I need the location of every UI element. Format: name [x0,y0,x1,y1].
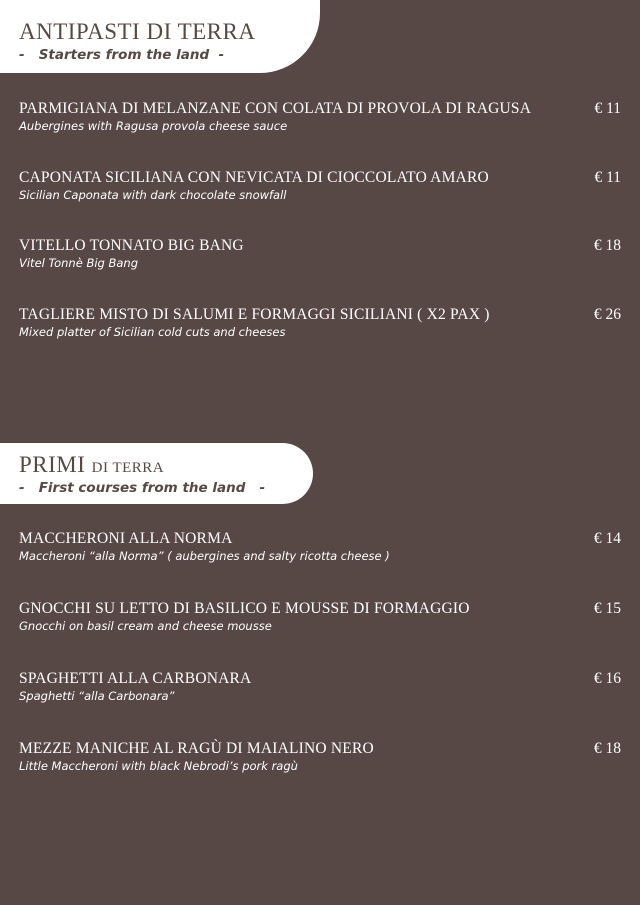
menu-item [19,670,621,704]
item-description: Aubergines with Ragusa provola cheese sauce [19,119,288,133]
item-description: Spaghetti “alla Carbonara” [19,689,175,703]
section-subtitle: - Starters from the land - [19,47,225,63]
item-description: Gnocchi on basil cream and cheese mousse [19,619,272,633]
item-name: CAPONATA SICILIANA CON NEVICATA DI CIOCCOLATO AMARO [19,169,489,186]
section-title: ANTIPASTI DI TERRA [19,19,256,44]
item-name: SPAGHETTI ALLA CARBONARA [19,670,252,687]
item-name: VITELLO TONNATO BIG BANG [19,237,244,254]
item-price: € 18 [593,237,621,254]
menu-item [19,530,621,564]
item-description: Mixed platter of Sicilian cold cuts and cheeses [19,325,286,339]
section-header-antipasti [0,0,320,73]
item-price: € 15 [593,600,621,617]
section-title-secondary: DI TERRA [91,460,165,476]
section-title-main: PRIMI [19,452,86,477]
item-description: Little Maccheroni with black Nebrodi’s pork ragù [19,759,298,773]
menu-item [19,237,621,271]
menu-item [19,740,621,774]
item-price: € 18 [593,740,621,757]
section-title [19,443,313,476]
item-price: € 14 [593,530,621,547]
item-name: MEZZE MANICHE AL RAGÙ DI MAIALINO NERO [19,740,374,757]
item-description: Maccheroni “alla Norma” ( aubergines and salty ricotta cheese ) [19,549,390,563]
item-price: € 11 [594,169,621,186]
item-price: € 26 [593,306,621,323]
item-name: GNOCCHI SU LETTO DI BASILICO E MOUSSE DI FORMAGGIO [19,600,470,617]
item-name: PARMIGIANA DI MELANZANE CON COLATA DI PROVOLA DI RAGUSA [19,100,532,117]
item-price: € 16 [593,670,621,687]
section-subtitle: - First courses from the land - [19,480,266,496]
item-price: € 11 [594,100,621,117]
menu-item [19,306,621,340]
item-name: TAGLIERE MISTO DI SALUMI E FORMAGGI SICILIANI ( X2 PAX ) [19,306,490,323]
section-header-primi [0,443,313,504]
menu-item [19,600,621,634]
item-description: Vitel Tonnè Big Bang [19,256,139,270]
item-name: MACCHERONI ALLA NORMA [19,530,233,547]
menu-item [19,100,621,134]
menu-item [19,169,621,203]
item-description: Sicilian Caponata with dark chocolate snowfall [19,188,287,202]
